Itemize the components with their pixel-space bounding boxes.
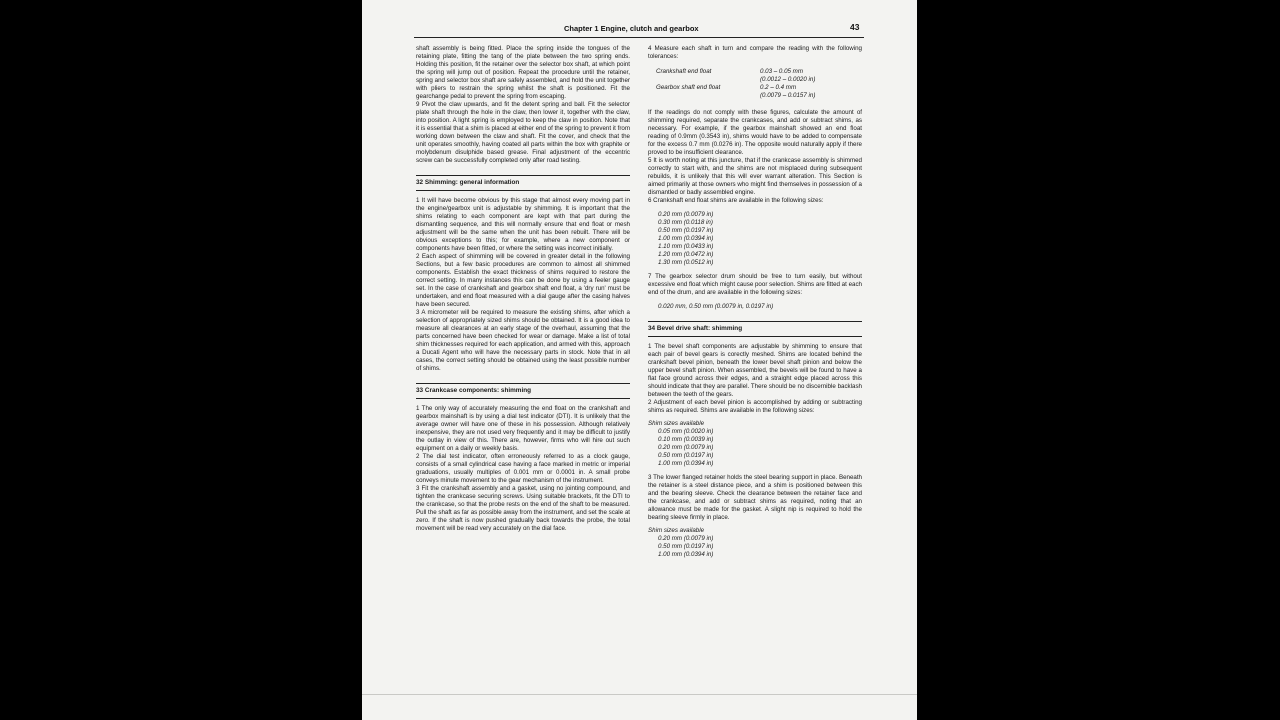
- page-bottom-edge: [362, 694, 917, 695]
- list-item: 0.05 mm (0.0020 in): [658, 428, 714, 435]
- tolerance-imperial: (0.0079 – 0.0157 in): [760, 92, 816, 99]
- bevel-shim-list: [658, 428, 862, 468]
- list-item: 0.50 mm (0.0197 in): [658, 543, 714, 550]
- section-32-heading: 32 Shimming: general information: [416, 175, 630, 191]
- s34-step-1: 1 The bevel shaft components are adjustable by shimming to ensure that each pair of bevel gears is corectly meshed. Shims are located behind the crankshaft bevel pinion, beneath the lower bevel shaft pinion and below the upper bevel shaft pinion. When assembled, the bevels will be found to have a flat face ground across their edges, and a straight edge placed across this should indicate that they are parallel. There should be no discernible backlash between the teeth of the gears.: [648, 343, 862, 398]
- tolerance-metric: 0.2 – 0.4 mm: [760, 84, 797, 91]
- list-item: 1.30 mm (0.0512 in): [658, 259, 714, 266]
- section-34-heading: 34 Bevel drive shaft: shimming: [648, 321, 862, 337]
- shim-sizes-label: Shim sizes available: [648, 527, 705, 534]
- tolerance-table: [656, 68, 862, 100]
- scanned-page: [362, 0, 917, 720]
- s34-step-2: 2 Adjustment of each bevel pinion is accomplished by adding or subtracting shims as required. Shims are available in the following sizes:: [648, 399, 862, 414]
- s33-step-6: 6 Crankshaft end float shims are available in the following sizes:: [648, 197, 824, 204]
- list-item: 1.20 mm (0.0472 in): [658, 251, 714, 258]
- crank-shim-list: [658, 211, 862, 267]
- list-item: 0.20 mm (0.0079 in): [658, 444, 714, 451]
- right-column: [648, 45, 862, 565]
- s33-step-3: 3 Fit the crankshaft assembly and a gasket, using no jointing compound, and tighten the crankcase securing screws. Using suitable brackets, fit the DTI to the crankcase, so that the probe rests on the end of the shaft to be measured. Pull the shaft as far as possible away from the instrument, and set the scale at zero. If the shaft is now pushed gradually back towards the probe, the total movement will be read very accurately on the dial face.: [416, 485, 630, 532]
- retainer-shim-list: [658, 535, 862, 559]
- s33-step-1: 1 The only way of accurately measuring the end float on the crankshaft and gearbox mainshaft is by using a dial test indicator (DTI). It is unlikely that the average owner will have one of these in his possession. Although relatively inexpensive, they are not used very frequently and it may be difficult to justify the outlay in view of this. There are, however, firms who will hire out such equipment on a daily or weekly basis.: [416, 405, 630, 452]
- tolerance-label: Gearbox shaft end float: [656, 84, 721, 91]
- s32-step-2: 2 Each aspect of shimming will be covered in greater detail in the following Sections, but a few basic procedures are common to almost all shimmed components. Establish the exact thickness of shims required to restore the correct setting. In many instances this can be done by using a feeler gauge set. In the case of crankshaft and gearbox shaft end float, a 'dry run' must be undertaken, and end float measured with a dial gauge after the casing halves have been secured.: [416, 253, 630, 308]
- s33-step-5: 5 It is worth noting at this juncture, that if the crankcase assembly is shimmed correctly to start with, and the shims are not misplaced during subsequent rebuilds, it is unlikely that this will ever warrant alteration. This Section is aimed primarily at those owners who might find themselves in possession of a dismantled or badly assembled engine.: [648, 157, 862, 196]
- calculation-paragraph: If the readings do not comply with these figures, calculate the amount of shimming required, separate the crankcases, and add or subtract shims, as necessary. For example, if the gearbox mainshaft showed an end float reading of 0.9mm (0.3543 in), shims would have to be added to compensate for the excess 0.7 mm (0.0276 in). The opposite would naturally apply if there proved to be insufficient clearance.: [648, 109, 862, 156]
- section-33-heading: 33 Crankcase components: shimming: [416, 383, 630, 399]
- list-item: 1.10 mm (0.0433 in): [658, 243, 714, 250]
- header-rule: [414, 37, 864, 38]
- tolerance-imperial: (0.0012 – 0.0020 in): [760, 76, 816, 83]
- list-item: 0.20 mm (0.0079 in): [658, 535, 714, 542]
- drum-shim-list: [658, 303, 862, 311]
- shim-sizes-label: Shim sizes available: [648, 420, 705, 427]
- tolerance-metric: 0.03 – 0.05 mm: [760, 68, 803, 75]
- s33-step-2: 2 The dial test indicator, often erroneously referred to as a clock gauge, consists of a small cylindrical case having a face marked in metric or imperial graduations, usually multiples of 0.001 mm or 0.0001 in. A small probe conveys minute movement to the gear mechanism of the instrument.: [416, 453, 630, 484]
- s32-step-3: 3 A micrometer will be required to measure the existing shims, after which a selection of appropriately sized shims should be obtained. It is a good idea to measure all clearances at an early stage of the overhaul, assuming that the parts concerned have been checked for wear or damage. Make a list of total shim thicknesses required for each application, and armed with this, approach a Ducati Agent who will have the necessary parts in stock. Note that in all cases, the correct setting should be obtained using the least possible number of shims.: [416, 309, 630, 372]
- list-item: 0.20 mm (0.0079 in): [658, 211, 714, 218]
- s33-step-7: 7 The gearbox selector drum should be free to turn easily, but without excessive end float which might cause poor selection. Shims are fitted at each end of the drum, and are available in the following sizes:: [648, 273, 862, 296]
- s34-step-3: 3 The lower flanged retainer holds the steel bearing support in place. Beneath the retainer is a steel distance piece, and a shim is positioned between this and the bearing sleeve. Check the clearance between the retainer face and the crankcase, and add or subtract shims as required, noting that an allowance must be made for the gasket. A slight nip is required to hold the bearing sleeve firmly in place.: [648, 474, 862, 521]
- step-9-paragraph: 9 Pivot the claw upwards, and fit the detent spring and ball. Fit the selector plate shaft through the hole in the claw, then lower it, together with the claw, into position. A light spring is employed to keep the claw in position. Note that it is essential that a shim is placed at either end of the spring to prevent it from working down between the claw and shaft. Fit the cover, and check that the unit operates smoothly, having coated all parts within the box with graphite or molybdenum disulphide based grease. Final adjustment of the eccentric screw can be successfully completed only after road testing.: [416, 101, 630, 164]
- list-item: 0.50 mm (0.0197 in): [658, 227, 714, 234]
- page-number: 43: [850, 22, 860, 32]
- chapter-header: Chapter 1 Engine, clutch and gearbox: [564, 24, 699, 33]
- list-item: 0.10 mm (0.0039 in): [658, 436, 714, 443]
- intro-paragraph: shaft assembly is being fitted. Place the spring inside the tongues of the retaining plate, fitting the tang of the plate between the two spring ends. Holding this position, fit the retainer over the selector box shaft, at which point the spring will jump out of position. Repeat the procedure until the retainer, spring and selector box shaft are safely assembled, and hold the unit together with pliers to restrain the spring whilst the shaft is positioned. Fit the gearchange pedal to prevent the spring from escaping.: [416, 45, 630, 100]
- s33-step-4: 4 Measure each shaft in turn and compare the reading with the following tolerances:: [648, 45, 862, 60]
- list-item: 1.00 mm (0.0394 in): [658, 551, 714, 558]
- list-item: 0.30 mm (0.0118 in): [658, 219, 713, 226]
- list-item: 0.020 mm, 0.50 mm (0.0079 in, 0.0197 in): [658, 303, 774, 310]
- list-item: 1.00 mm (0.0394 in): [658, 235, 714, 242]
- list-item: 1.00 mm (0.0394 in): [658, 460, 714, 467]
- s32-step-1: 1 It will have become obvious by this stage that almost every moving part in the engine/gearbox unit is adjustable by shimming. It is important that the shims relating to each component are kept with that part during the dismantling sequence, and this will normally ensure that end float or mesh adjustment will be the same when the unit has been rebuilt. There will be obvious exceptions to this; for example, where a new component or components have been fitted, or where the setting was incorrect initially.: [416, 197, 630, 252]
- left-column: [416, 45, 630, 533]
- list-item: 0.50 mm (0.0197 in): [658, 452, 714, 459]
- tolerance-label: Crankshaft end float: [656, 68, 712, 75]
